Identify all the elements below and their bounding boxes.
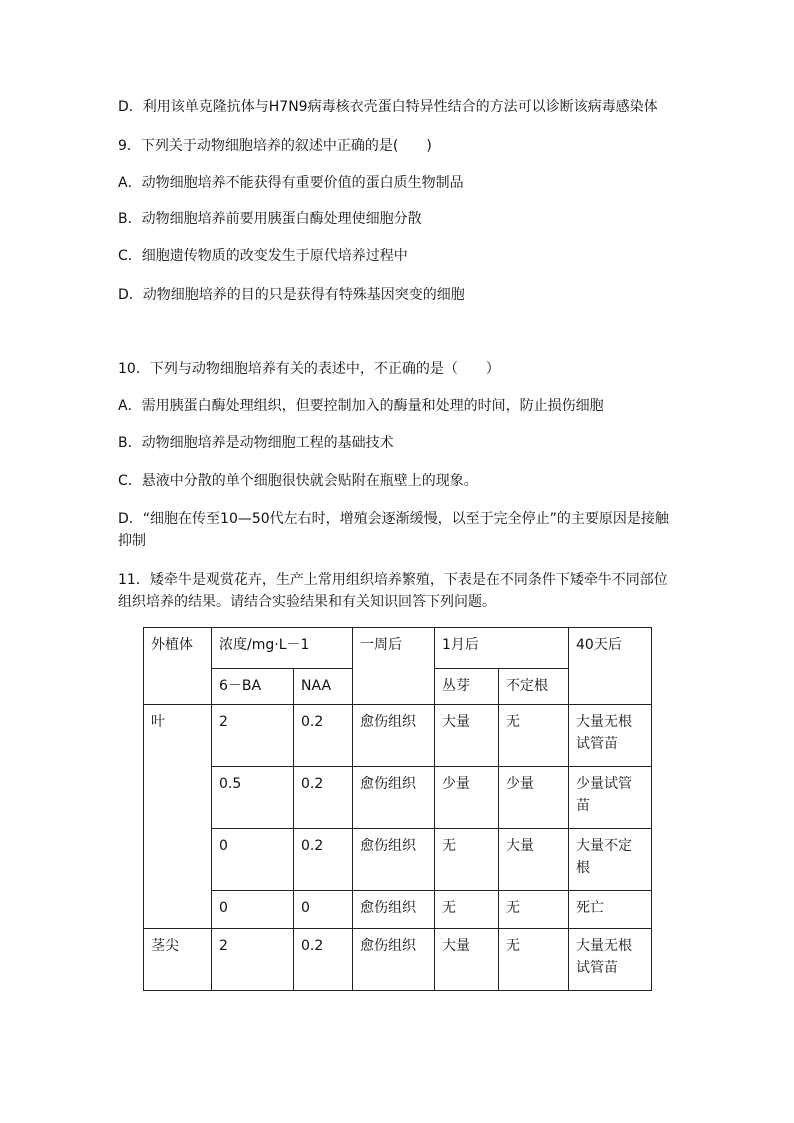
header-6ba: 6－BA — [212, 669, 294, 705]
table-row — [144, 891, 652, 929]
q10-option-d: D．“细胞在传至10—50代左右时，增殖会逐渐缓慢，以至于完全停止”的主要原因是接触抑制 — [118, 511, 669, 549]
q8-option-d: D．利用该单克隆抗体与H7N9病毒核衣壳蛋白特异性结合的方法可以诊断该病毒感染体 — [118, 99, 658, 115]
q9-option-c: C．细胞遗传物质的改变发生于原代培养过程中 — [118, 248, 408, 264]
cell-bud: 大量 — [435, 929, 499, 991]
table-row — [144, 705, 652, 767]
cell-root: 大量 — [499, 829, 569, 891]
q9-stem: 9．下列关于动物细胞培养的叙述中正确的是( ) — [118, 138, 432, 154]
q10-option-a: A．需用胰蛋白酶处理组织，但要控制加入的酶量和处理的时间，防止损伤细胞 — [118, 398, 604, 414]
cell-week: 愈伤组织 — [353, 705, 435, 767]
cell-week: 愈伤组织 — [353, 929, 435, 991]
cell-bud: 无 — [435, 829, 499, 891]
header-one-month: 1月后 — [435, 628, 569, 669]
explant-leaf: 叶 — [144, 705, 212, 929]
explant-stem-tip: 茎尖 — [144, 929, 212, 991]
cell-day40: 大量无根试管苗 — [569, 705, 652, 767]
cell-naa: 0 — [294, 891, 353, 929]
cell-ba: 0 — [212, 829, 294, 891]
cell-root: 少量 — [499, 767, 569, 829]
cell-bud: 大量 — [435, 705, 499, 767]
cell-root: 无 — [499, 929, 569, 991]
cell-naa: 0.2 — [294, 767, 353, 829]
cell-ba: 0 — [212, 891, 294, 929]
q9-option-b: B．动物细胞培养前要用胰蛋白酶处理使细胞分散 — [118, 211, 422, 227]
cell-root: 无 — [499, 705, 569, 767]
header-cluster-bud: 丛芽 — [435, 669, 499, 705]
header-explant: 外植体 — [144, 628, 212, 705]
header-adventitious-root: 不定根 — [499, 669, 569, 705]
cell-bud: 少量 — [435, 767, 499, 829]
cell-naa: 0.2 — [294, 829, 353, 891]
cell-naa: 0.2 — [294, 705, 353, 767]
cell-root: 无 — [499, 891, 569, 929]
header-concentration: 浓度/mg·L－1 — [212, 628, 353, 669]
cell-bud: 无 — [435, 891, 499, 929]
header-naa: NAA — [294, 669, 353, 705]
cell-day40: 大量无根试管苗 — [569, 929, 652, 991]
table-row — [144, 829, 652, 891]
q11-stem: 11．矮牵牛是观赏花卉，生产上常用组织培养繁殖，下表是在不同条件下矮牵牛不同部位组织培养的结果。请结合实验结果和有关知识回答下列问题。 — [118, 572, 668, 610]
cell-naa: 0.2 — [294, 929, 353, 991]
header-day40: 40天后 — [569, 628, 652, 705]
cell-ba: 0.5 — [212, 767, 294, 829]
cell-day40: 少量试管苗 — [569, 767, 652, 829]
cell-day40: 死亡 — [569, 891, 652, 929]
cell-day40: 大量不定根 — [569, 829, 652, 891]
q10-stem: 10．下列与动物细胞培养有关的表述中，不正确的是（ ） — [118, 361, 500, 377]
results-table — [143, 627, 652, 991]
cell-ba: 2 — [212, 929, 294, 991]
q10-option-b: B．动物细胞培养是动物细胞工程的基础技术 — [118, 435, 394, 451]
q9-option-d: D．动物细胞培养的目的只是获得有特殊基因突变的细胞 — [118, 287, 465, 303]
table-row — [144, 767, 652, 829]
cell-week: 愈伤组织 — [353, 767, 435, 829]
cell-ba: 2 — [212, 705, 294, 767]
q9-option-a: A．动物细胞培养不能获得有重要价值的蛋白质生物制品 — [118, 175, 464, 191]
cell-week: 愈伤组织 — [353, 829, 435, 891]
cell-week: 愈伤组织 — [353, 891, 435, 929]
q10-option-c: C．悬液中分散的单个细胞很快就会贴附在瓶壁上的现象。 — [118, 473, 478, 489]
header-one-week: 一周后 — [353, 628, 435, 705]
table-row — [144, 929, 652, 991]
